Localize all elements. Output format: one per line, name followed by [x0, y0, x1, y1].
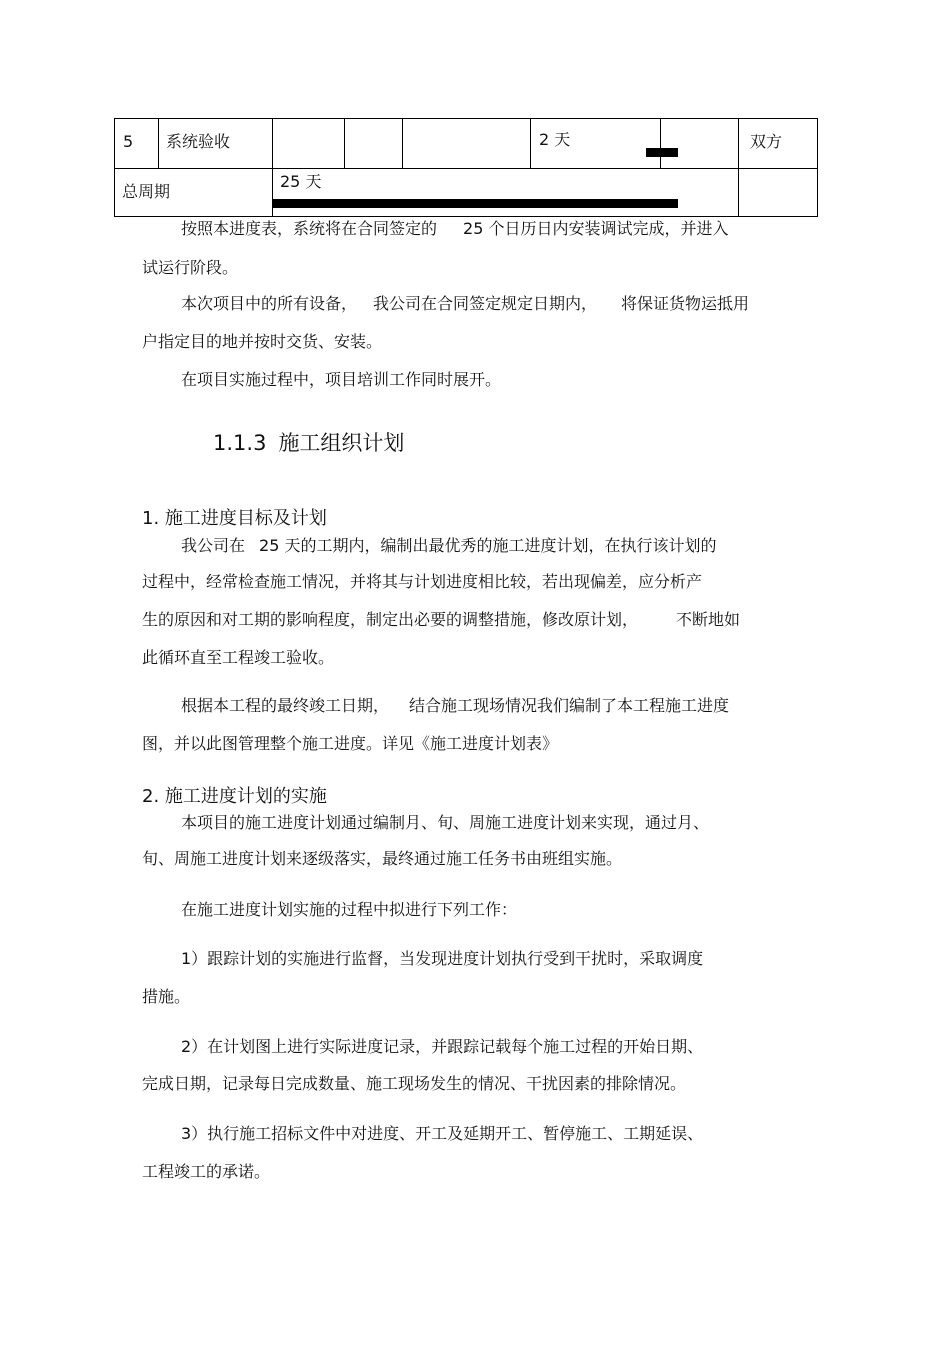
- paragraph-line: 旬、周施工进度计划来逐级落实，最终通过施工任务书由班组实施。: [142, 849, 623, 868]
- row-number: 5: [123, 132, 134, 151]
- list-item-continuation: 工程竣工的承诺。: [142, 1162, 271, 1181]
- schedule-table: [114, 118, 818, 217]
- cell-total-bar: [272, 168, 739, 217]
- total-period-label: 总周期: [122, 182, 171, 201]
- task-name: 系统验收: [166, 132, 231, 151]
- paragraph-line: 根据本工程的最终竣工日期， 结合施工现场情况我们编制了本工程施工进度: [181, 696, 730, 715]
- total-gantt-bar: [272, 199, 678, 208]
- paragraph-line: 在施工进度计划实施的过程中拟进行下列工作：: [181, 900, 518, 919]
- list-item: 3）执行施工招标文件中对进度、开工及延期开工、暂停施工、工期延误、: [181, 1124, 704, 1143]
- paragraph-line: 本项目的施工进度计划通过编制月、旬、周施工进度计划来实现，通过月、: [181, 813, 710, 832]
- cell-no: [114, 118, 159, 169]
- cell-empty-3: [402, 118, 531, 169]
- subsection-heading-2: 2. 施工进度计划的实施: [142, 786, 327, 807]
- task-gantt-bar: [646, 148, 678, 157]
- subsection-heading-1: 1. 施工进度目标及计划: [142, 508, 327, 529]
- cell-empty-2: [344, 118, 403, 169]
- paragraph-line: 过程中，经常检查施工情况，并将其与计划进度相比较，若出现偏差，应分析产: [142, 572, 703, 591]
- list-item: 1）跟踪计划的实施进行监督，当发现进度计划执行受到干扰时，采取调度: [181, 949, 704, 968]
- cell-empty-4: [660, 118, 739, 169]
- list-item: 2）在计划图上进行实际进度记录，并跟踪记载每个施工过程的开始日期、: [181, 1037, 704, 1056]
- paragraph-line: 生的原因和对工期的影响程度，制定出必要的调整措施，修改原计划， 不断地如: [142, 610, 741, 629]
- paragraph-line: 我公司在 25 天的工期内，编制出最优秀的施工进度计划，在执行该计划的: [181, 536, 717, 555]
- section-number: 1.1.3: [213, 431, 267, 455]
- paragraph-line: 户指定目的地并按时交货、安装。: [142, 332, 383, 351]
- section-heading: [213, 430, 404, 456]
- paragraph-line: 图，并以此图管理整个施工进度。详见《施工进度计划表》: [142, 734, 559, 753]
- cell-empty-1: [272, 118, 345, 169]
- paragraph-line: 本次项目中的所有设备， 我公司在合同签定规定日期内， 将保证货物运抵用: [181, 294, 750, 313]
- section-title: 施工组织计划: [278, 431, 405, 455]
- total-duration: 25 天: [280, 172, 322, 191]
- paragraph-line: 试运行阶段。: [142, 258, 239, 277]
- paragraph-line: 在项目实施过程中，项目培训工作同时展开。: [181, 370, 502, 389]
- cell-total-empty: [738, 168, 818, 217]
- paragraph-line: 此循环直至工程竣工验收。: [142, 648, 335, 667]
- task-responsible: 双方: [750, 132, 783, 151]
- paragraph-line: 按照本进度表，系统将在合同签定的 25 个日历日内安装调试完成，并进入: [181, 219, 729, 238]
- list-item-continuation: 措施。: [142, 987, 191, 1006]
- list-item-continuation: 完成日期，记录每日完成数量、施工现场发生的情况、干扰因素的排除情况。: [142, 1074, 687, 1093]
- task-duration: 2 天: [539, 130, 571, 149]
